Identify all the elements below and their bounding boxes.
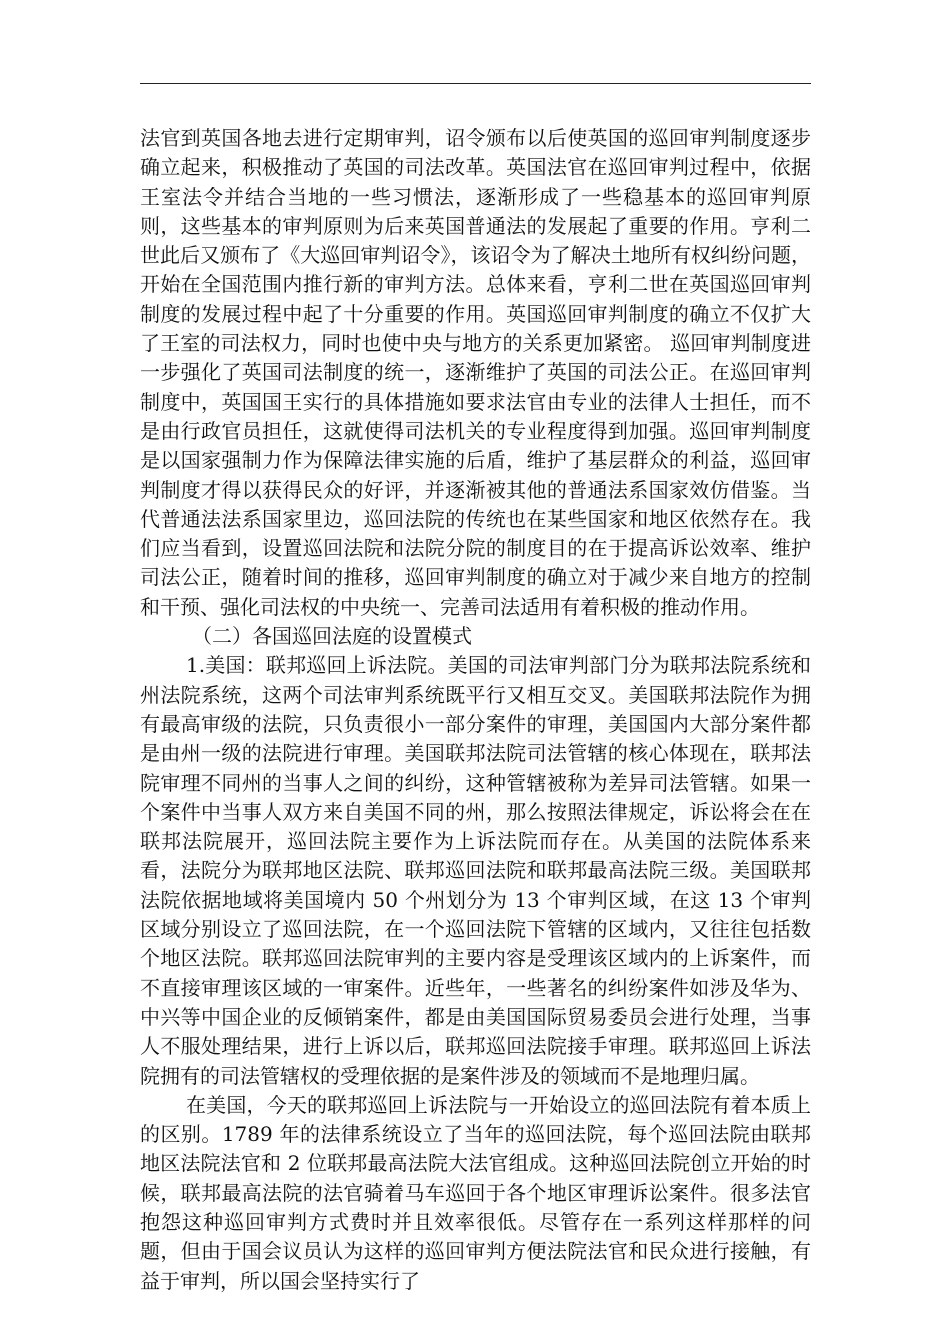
header-rule: [140, 83, 811, 84]
body-text: [140, 124, 811, 1296]
section-heading: （二）各国巡回法庭的设置模式: [192, 624, 472, 649]
paragraph-usa-history: 在美国，今天的联邦巡回上诉法院与一开始设立的巡回法院有着本质上的区别。1789 年的法律系统设立了当年的巡回法院，每个巡回法院由联邦地区法院法官和 2 位联邦最高法院大法官组成。这种巡回法院创立开始的时候，联邦最高法院的法官骑着马车巡回于各个地区审理诉讼案件。很多法官抱怨这种巡回审判方式费时并且效率很低。尽管存在一系列这样那样的问题，但由于国会议员认为这样的巡回审判方便法院法官和民众进行接触，有益于审判，所以国会坚持实行了: [140, 1092, 811, 1293]
paragraph-usa-circuit-court: 1.美国：联邦巡回上诉法院。美国的司法审判部门分为联邦法院系统和州法院系统，这两个司法审判系统既平行又相互交叉。美国联邦法院作为拥有最高审级的法院，只负责很小一部分案件的审理，美国国内大部分案件都是由州一级的法院进行审理。美国联邦法院司法管辖的核心体现在，联邦法院审理不同州的当事人之间的纠纷，这种管辖被称为差异司法管辖。如果一个案件中当事人双方来自美国不同的州，那么按照法律规定，诉讼将会在在联邦法院展开，巡回法院主要作为上诉法院而存在。从美国的法院体系来看，法院分为联邦地区法院、联邦巡回法院和联邦最高法院三级。美国联邦法院依据地域将美国境内 50 个州划分为 13 个审判区域，在这 13 个审判区域分别设立了巡回法院，在一个巡回法院下管辖的区域内，又往往包括数个地区法院。联邦巡回法院审判的主要内容是受理该区域内的上诉案件，而不直接审理该区域的一审案件。近些年，一些著名的纠纷案件如涉及华为、中兴等中国企业的反倾销案件，都是由美国国际贸易委员会进行处理，当事人不服处理结果，进行上诉以后，联邦巡回法院接手审理。联邦巡回上诉法院拥有的司法管辖权的受理依据的是案件涉及的领域而不是地理归属。: [140, 653, 811, 1088]
paragraph-continuation: 法官到英国各地去进行定期审判，诏令颁布以后使英国的巡回审判制度逐步确立起来，积极推动了英国的司法改革。英国法官在巡回审判过程中，依据王室法令并结合当地的一些习惯法，逐渐形成了一些稳基本的巡回审判原则，这些基本的审判原则为后来英国普通法的发展起了重要的作用。亨利二世此后又颁布了《大巡回审判诏令》，该诏令为了解决土地所有权纠纷问题，开始在全国范围内推行新的审判方法。总体来看，亨利二世在英国巡回审判制度的发展过程中起了十分重要的作用。英国巡回审判制度的确立不仅扩大了王室的司法权力，同时也使中央与地方的关系更加紧密。 巡回审判制度进一步强化了英国司法制度的统一，逐渐维护了英国的司法公正。在巡回审判制度中，英国国王实行的具体措施如要求法官由专业的法律人士担任，而不是由行政官员担任，这就使得司法机关的专业程度得到加强。巡回审判制度是以国家强制力作为保障法律实施的后盾，维护了基层群众的利益，巡回审判制度才得以获得民众的好评，并逐渐被其他的普通法系国家效仿借鉴。当代普通法法系国家里边，巡回法院的传统也在某些国家和地区依然存在。我们应当看到，设置巡回法院和法院分院的制度目的在于提高诉讼效率、维护司法公正，随着时间的推移，巡回审判制度的确立对于减少来自地方的控制和干预、强化司法权的中央统一、完善司法适用有着积极的推动作用。: [140, 126, 811, 619]
